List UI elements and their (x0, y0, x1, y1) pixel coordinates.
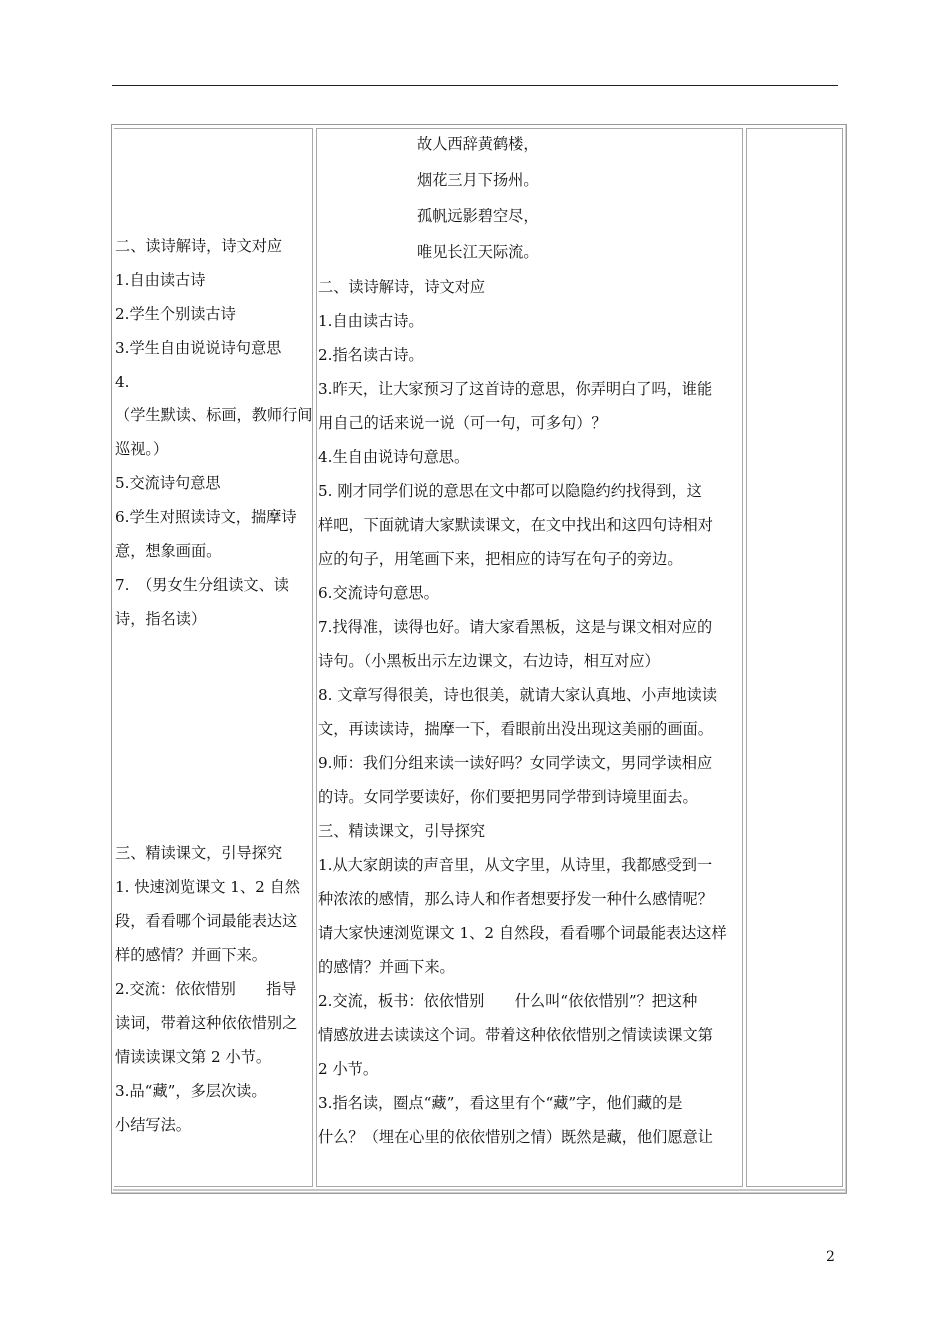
teacher-activity-line: 1.从大家朗读的声音里，从文字里，从诗里，我都感受到一 (318, 856, 713, 874)
teacher-activity-line: 什么？（埋在心里的依依惜别之情）既然是藏，他们愿意让 (318, 1128, 713, 1146)
student-activity-line: 三、精读课文，引导探究 (115, 844, 283, 862)
student-activity-line: 3.品“藏”，多层次读。 (115, 1082, 267, 1100)
teacher-activity-line: 2 小节。 (318, 1060, 379, 1078)
teacher-activity-line: 3.指名读，圈点“藏”，看这里有个“藏”字，他们藏的是 (318, 1094, 683, 1112)
student-activity-line: 2.交流：依依惜别 指导 (115, 980, 297, 998)
student-activity-line: 读词，带着这种依依惜别之 (115, 1014, 298, 1032)
teacher-activity-line: 的感情？并画下来。 (318, 958, 455, 976)
teacher-activity-line: 情感放进去读读这个词。带着这种依依惜别之情读读课文第 (318, 1026, 713, 1044)
teacher-activity-line: 1.自由读古诗。 (318, 312, 424, 330)
page-number: 2 (826, 1249, 835, 1265)
student-activity-line: 小结写法。 (115, 1116, 191, 1134)
teacher-activity-line: 5. 刚才同学们说的意思在文中都可以隐隐约约找得到，这 (318, 482, 702, 500)
student-activity-line: 7. （男女生分组读文、读 (115, 576, 289, 594)
teacher-activity-line: 4.生自由说诗句意思。 (318, 448, 470, 466)
teacher-activity-line: 三、精读课文，引导探究 (318, 822, 486, 840)
student-activity-line: 样的感情？并画下来。 (115, 946, 267, 964)
notes-column (746, 128, 843, 1187)
teacher-activity-line: 诗句。（小黑板出示左边课文，右边诗，相互对应） (318, 652, 660, 670)
student-activity-line: 意，想象画面。 (115, 542, 222, 560)
teacher-activity-line: 的诗。女同学要读好，你们要把男同学带到诗境里面去。 (318, 788, 698, 806)
teacher-activity-line: 2.指名读古诗。 (318, 346, 424, 364)
teacher-activity-line: 烟花三月下扬州。 (417, 171, 539, 189)
teacher-activity-line: 9.师：我们分组来读一读好吗？女同学读文，男同学读相应 (318, 754, 713, 772)
student-activity-column (114, 128, 313, 1187)
student-activity-line: 5.交流诗句意思 (115, 474, 221, 492)
student-activity-line: 1. 快速浏览课文 1、2 自然 (115, 878, 300, 896)
teacher-activity-line: 7.找得准，读得也好。请大家看黑板，这是与课文相对应的 (318, 618, 713, 636)
teacher-activity-line: 2.交流，板书：依依惜别 什么叫“依依惜别”？把这种 (318, 992, 698, 1010)
student-activity-line: 情读读课文第 2 小节。 (115, 1048, 272, 1066)
student-activity-line: （学生默读、标画，教师行间 (115, 406, 313, 424)
student-activity-line: 2.学生个别读古诗 (115, 305, 236, 323)
student-activity-line: 1.自由读古诗 (115, 271, 206, 289)
student-activity-line: 巡视。） (115, 440, 169, 458)
student-activity-line: 诗，指名读） (115, 610, 207, 628)
teacher-activity-line: 故人西辞黄鹤楼， (417, 135, 539, 153)
teacher-activity-line: 3.昨天，让大家预习了这首诗的意思，你弄明白了吗，谁能 (318, 380, 713, 398)
teacher-activity-line: 文，再读读诗，揣摩一下，看眼前出没出现这美丽的画面。 (318, 720, 713, 738)
student-activity-line: 段，看看哪个词最能表达这 (115, 912, 298, 930)
teacher-activity-line: 请大家快速浏览课文 1、2 自然段，看看哪个词最能表达这样 (318, 924, 727, 942)
teacher-activity-line: 孤帆远影碧空尽， (417, 207, 539, 225)
teacher-activity-line: 8. 文章写得很美，诗也很美，就请大家认真地、小声地读读 (318, 686, 718, 704)
student-activity-line: 6.学生对照读诗文，揣摩诗 (115, 508, 297, 526)
teacher-activity-line: 样吧，下面就请大家默读课文，在文中找出和这四句诗相对 (318, 516, 713, 534)
teacher-activity-line: 用自己的话来说一说（可一句，可多句）？ (318, 414, 607, 432)
teacher-activity-line: 种浓浓的感情，那么诗人和作者想要抒发一种什么感情呢？ (318, 890, 713, 908)
lesson-table (111, 124, 847, 1194)
student-activity-line: 3.学生自由说说诗句意思 (115, 339, 282, 357)
teacher-activity-line: 6.交流诗句意思。 (318, 584, 439, 602)
student-activity-line: 二、读诗解诗，诗文对应 (115, 237, 283, 255)
student-activity-line: 4. (115, 373, 130, 391)
header-rule (112, 85, 838, 86)
teacher-activity-line: 二、读诗解诗，诗文对应 (318, 278, 486, 296)
teacher-activity-line: 唯见长江天际流。 (417, 243, 539, 261)
teacher-activity-column (316, 128, 743, 1187)
teacher-activity-line: 应的句子，用笔画下来，把相应的诗写在句子的旁边。 (318, 550, 683, 568)
